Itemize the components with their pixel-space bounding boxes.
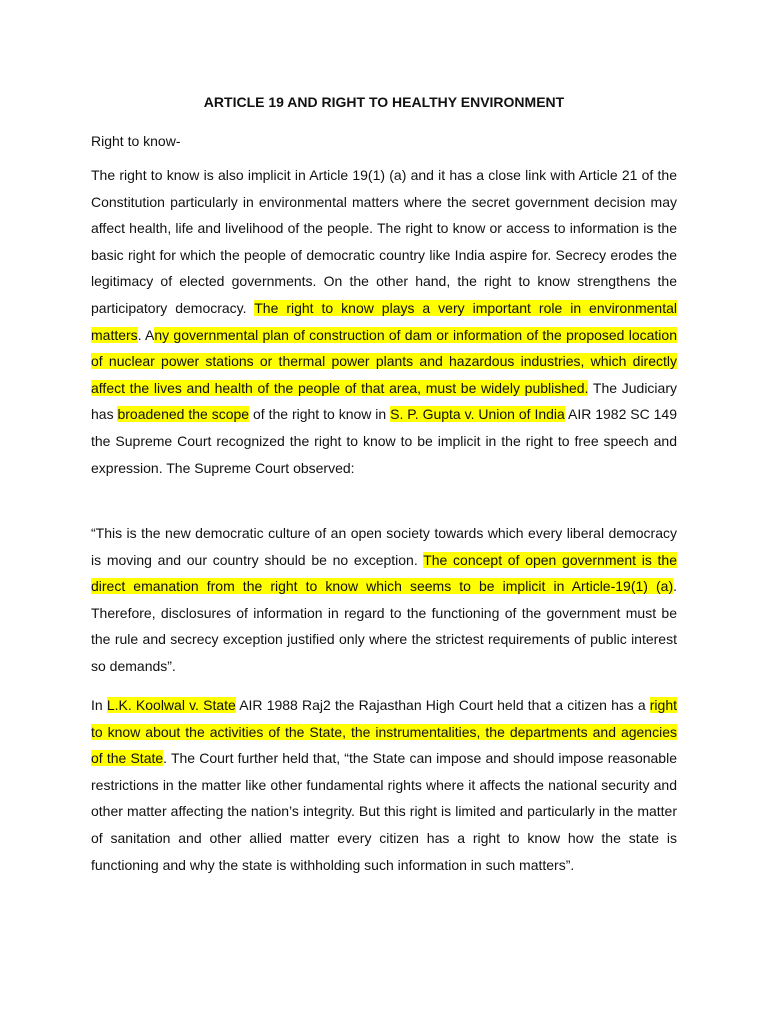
text-run: “This is the new democratic culture of an open society towards which every liberal democracy is moving and our country should be no exception. bbox=[91, 525, 677, 568]
text-run: of the right to know in bbox=[249, 406, 391, 423]
text-run: . The Court further held that, “the State can impose and should impose reasonable restrictions in the matter like other fundamental rights where it affects the national security and other matter affecting the nation’s integrity. But this right is limited and particularly in the matter of sanitation and other allied matter every citizen has a right to know how the state is functioning and why the state is withholding such information in such matters”. bbox=[91, 750, 677, 873]
text-run: In bbox=[91, 697, 107, 713]
highlighted-text: The concept of open government is the direct emanation from the right to know which seems to be implicit in Article-19(1) (a) bbox=[91, 551, 678, 595]
text-run: AIR 1982 SC 149 the Supreme Court recognized the right to know to be implicit in the right to free speech and expression. The Supreme Court observed: bbox=[91, 406, 678, 476]
highlighted-text: The right to know plays a very important role in environmental matters bbox=[91, 299, 677, 343]
subheading: Right to know- bbox=[91, 133, 181, 149]
paragraph-right-to-know bbox=[91, 162, 677, 481]
text-run: The right to know is also implicit in Article 19(1) (a) and it has a close link with Article 21 of the Constitution particularly in environmental matters where the secret government decision may affect health, life and livelihood of the people. The right to know or access to information is the basic right for which the people of democratic country like India aspire for. Secrecy erodes the legitimacy of elected governments. On the other hand, the right to know strengthens the participatory democracy. bbox=[91, 167, 677, 316]
highlighted-case-name: L.K. Koolwal v. State bbox=[106, 697, 236, 713]
paragraph-quote bbox=[91, 520, 677, 680]
highlighted-text: ny governmental plan of construction of dam or information of the proposed location of nuclear power stations or thermal power plants and hazardous industries, which directly affect the lives and health of the people of that area, must be widely published. bbox=[91, 326, 677, 396]
text-run: AIR 1988 Raj2 the Rajasthan High Court held that a citizen has a bbox=[235, 697, 650, 713]
document-title: ARTICLE 19 AND RIGHT TO HEALTHY ENVIRONMENT bbox=[203, 94, 565, 110]
paragraph-koolwal-case bbox=[91, 692, 677, 878]
highlighted-text: right to know about the activities of the State, the instrumentalities, the departments and agencies of the State bbox=[91, 697, 677, 767]
text-run: The Judiciary has bbox=[91, 379, 677, 423]
highlighted-text: broadened the scope bbox=[117, 406, 250, 423]
highlighted-case-name: S. P. Gupta v. Union of India bbox=[390, 406, 565, 423]
text-run: . Therefore, disclosures of information in regard to the functioning of the government must be the rule and secrecy exception justified only where the strictest requirements of public interest so demands”. bbox=[91, 578, 677, 674]
text-run: . A bbox=[137, 326, 155, 343]
